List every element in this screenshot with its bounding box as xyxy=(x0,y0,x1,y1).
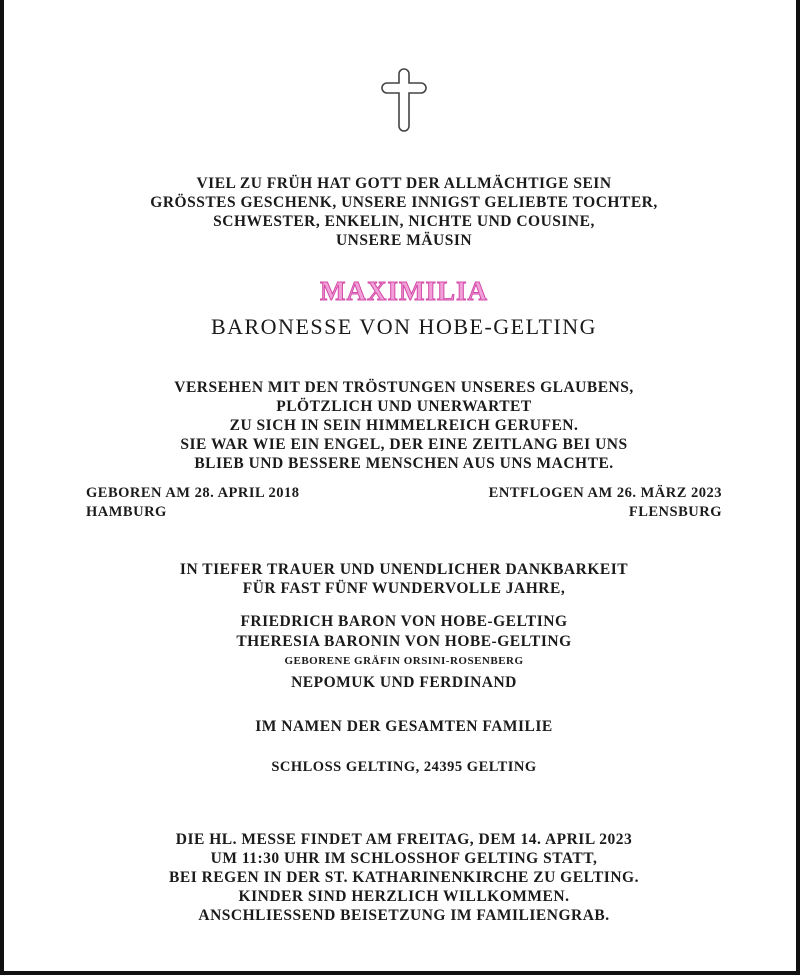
body-line: ZU SICH IN SEIN HIMMELREICH GERUFEN. xyxy=(229,417,579,434)
death-date: ENTFLOGEN AM 26. MÄRZ 2023 xyxy=(488,485,722,501)
body-text xyxy=(4,378,800,473)
death-place: FLENSBURG xyxy=(628,503,722,520)
body-line: PLÖTZLICH UND UNERWARTET xyxy=(276,398,532,415)
death-info xyxy=(489,484,722,521)
address: SCHLOSS GELTING, 24395 GELTING xyxy=(271,759,537,775)
mass-line: UM 11:30 UHR IM SCHLOSSHOF GELTING STATT, xyxy=(210,850,598,867)
mass-line: BEI REGEN IN DER ST. KATHARINENKIRCHE ZU GELTING. xyxy=(169,869,639,886)
mass-line: ANSCHLIESSEND BEISETZUNG IM FAMILIENGRAB. xyxy=(198,907,610,924)
mourning-line: FÜR FAST FÜNF WUNDERVOLLE JAHRE, xyxy=(242,580,566,597)
family-all: IM NAMEN DER GESAMTEN FAMILIE xyxy=(255,718,553,735)
family-mother-note: GEBORENE GRÄFIN ORSINI-ROSENBERG xyxy=(284,655,524,667)
intro-line: VIEL ZU FRÜH HAT GOTT DER ALLMÄCHTIGE SEIN xyxy=(196,175,612,192)
family-mother: THERESIA BARONIN VON HOBE-GELTING xyxy=(236,633,572,650)
family-father: FRIEDRICH BARON VON HOBE-GELTING xyxy=(240,613,568,630)
intro-line: GRÖSSTES GESCHENK, UNSERE INNIGST GELIEBTE TOCHTER, xyxy=(150,194,658,211)
intro-line: SCHWESTER, ENKELIN, NICHTE UND COUSINE, xyxy=(213,213,595,230)
deceased-title: BARONESSE VON HOBE-GELTING xyxy=(210,314,598,339)
birth-info xyxy=(86,484,300,521)
mass-line: KINDER SIND HERZLICH WILLKOMMEN. xyxy=(238,888,570,905)
birth-place: HAMBURG xyxy=(86,503,167,520)
body-line: BLIEB UND BESSERE MENSCHEN AUS UNS MACHTE. xyxy=(194,455,614,472)
mass-line: DIE HL. MESSE FINDET AM FREITAG, DEM 14. APRIL 2023 xyxy=(175,831,633,848)
body-line: VERSEHEN MIT DEN TRÖSTUNGEN UNSERES GLAUBENS, xyxy=(174,379,634,396)
cross-icon xyxy=(370,64,438,146)
birth-date: GEBOREN AM 28. APRIL 2018 xyxy=(86,485,300,501)
mourning-line: IN TIEFER TRAUER UND UNENDLICHER DANKBARKEIT xyxy=(179,561,629,578)
intro-text xyxy=(4,174,800,250)
mourning-text xyxy=(4,560,800,598)
body-line: SIE WAR WIE EIN ENGEL, DER EINE ZEITLANG BEI UNS xyxy=(180,436,628,453)
intro-line: UNSERE MÄUSIN xyxy=(335,232,473,249)
family-siblings: NEPOMUK UND FERDINAND xyxy=(291,674,517,691)
deceased-name: MAXIMILIA xyxy=(320,276,488,306)
mass-text xyxy=(4,830,800,925)
